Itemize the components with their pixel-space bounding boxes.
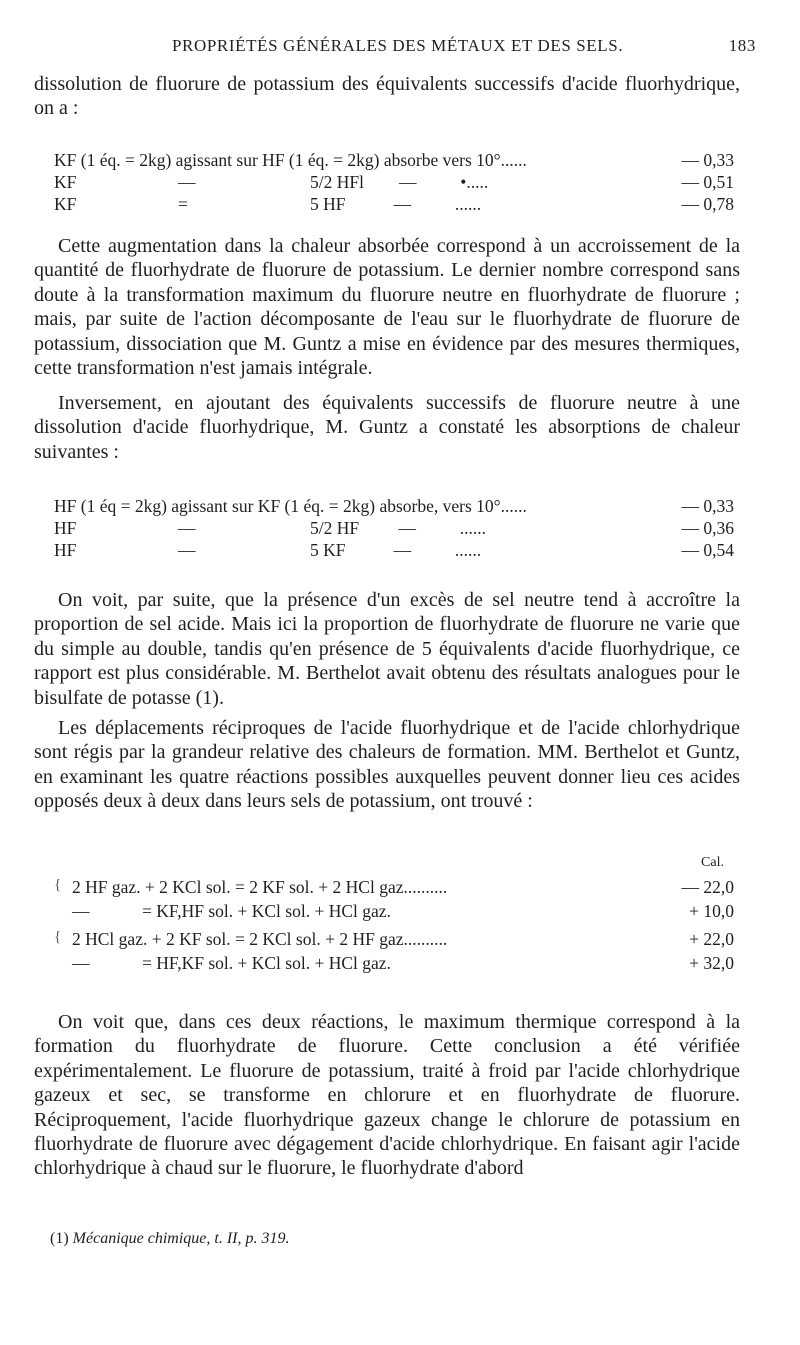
reaction-equation: — = KF,HF sol. + KCl sol. + HCl gaz. bbox=[72, 901, 391, 921]
paragraph-6: On voit que, dans ces deux réactions, le maximum thermique correspond à la formation du fluorhydrate de fluorure. Cette conclusion a été vérifiée expérimentalement. Le fluorure de potassium, traité à froid par l'acide chlorhydrique gazeux et sec, se transforme en chlorure et en fluorhydrate de fluorure. Réciproquement, l'acide fluorhydrique gazeux change le chlorure de potassium en fluorhydrate de fluorure avec dégagement d'acide chlorhydrique. En faisant agir l'acide chlorhydrique à chaud sur le fluorure, le fluorhydrate d'abord bbox=[34, 1011, 740, 1180]
table-cell-lead: KF bbox=[54, 172, 77, 192]
reactions-unit-row bbox=[62, 855, 734, 871]
table-cell-value: — 0,54 bbox=[681, 540, 734, 560]
running-header bbox=[0, 36, 800, 62]
table-cell-value: — 0,78 bbox=[681, 194, 734, 214]
brace-mark: { bbox=[54, 877, 62, 893]
table-cell-value: — 0,51 bbox=[681, 172, 734, 192]
page-number: 183 bbox=[728, 36, 756, 55]
table-row bbox=[54, 194, 734, 213]
paragraph-4: On voit, par suite, que la présence d'un excès de sel neutre tend à accroître la proportion de sel acide. Mais ici la proportion de fluorhydrate de fluorure ne varie que du simple au double, tandis qu'en présence de 5 équivalents d'acide fluorhydrique, ce rapport est plus considérable. M. Berthelot avait obtenu des résultats analogues pour le bisulfate de potasse (1). bbox=[34, 589, 740, 709]
table-row bbox=[54, 929, 734, 949]
table-row bbox=[54, 518, 734, 537]
footnote bbox=[50, 1230, 289, 1248]
table-cell-eq: = bbox=[178, 194, 188, 214]
paragraph-5: Les déplacements réciproques de l'acide fluorhydrique et de l'acide chlorhydrique sont régis par la grandeur relative des chaleurs de formation. MM. Berthelot et Guntz, en examinant les quatre réactions possibles auxquelles peuvent donner lieu ces acides opposés deux à deux dans leurs sels de potassium, ont trouvé : bbox=[34, 717, 740, 813]
table-cell-lead: HF bbox=[54, 540, 77, 560]
table-cell-eq: — bbox=[178, 172, 196, 192]
table-cell-value: — 0,33 bbox=[681, 496, 734, 516]
footnote-marker: (1) bbox=[50, 1230, 69, 1247]
table-cell-eq: — bbox=[178, 540, 196, 560]
table-row bbox=[54, 172, 734, 191]
unit-label: Cal. bbox=[701, 855, 724, 870]
table-row bbox=[62, 901, 734, 920]
table-cell-lead: KF (1 éq. = 2kg) agissant sur HF (1 éq. = 2kg) absorbe vers 10°...... bbox=[54, 150, 527, 170]
brace-mark: { bbox=[54, 929, 62, 945]
reaction-value: — 22,0 bbox=[681, 877, 734, 897]
table-cell-rest: 5 HF — ...... bbox=[310, 194, 482, 214]
table-row bbox=[54, 540, 734, 559]
table-cell-eq: — bbox=[178, 518, 196, 538]
table-row bbox=[54, 496, 734, 515]
table-row bbox=[54, 877, 734, 897]
footnote-text: Mécanique chimique, t. II, p. 319. bbox=[72, 1230, 290, 1247]
reaction-value: + 10,0 bbox=[689, 901, 734, 921]
table-cell-lead: HF bbox=[54, 518, 77, 538]
reactions-table bbox=[54, 855, 734, 973]
table-cell-value: — 0,36 bbox=[681, 518, 734, 538]
reaction-value: + 22,0 bbox=[689, 929, 734, 949]
table-cell-rest: 5/2 HFl — •..... bbox=[310, 172, 489, 192]
table-cell-value: — 0,33 bbox=[681, 150, 734, 170]
running-title: PROPRIÉTÉS GÉNÉRALES DES MÉTAUX ET DES SELS. bbox=[172, 36, 624, 55]
table-row bbox=[54, 150, 734, 169]
reaction-equation: 2 HF gaz. + 2 KCl sol. = 2 KF sol. + 2 HCl gaz.......... bbox=[72, 877, 448, 897]
table-kf-hf bbox=[54, 150, 734, 213]
paragraph-3: Inversement, en ajoutant des équivalents successifs de fluorure neutre à une dissolution d'acide fluorhydrique, M. Guntz a constaté les absorptions de chaleur suivantes : bbox=[34, 392, 740, 463]
reaction-equation: — = HF,KF sol. + KCl sol. + HCl gaz. bbox=[72, 953, 391, 973]
reaction-equation: 2 HCl gaz. + 2 KF sol. = 2 KCl sol. + 2 HF gaz.......... bbox=[72, 929, 448, 949]
table-cell-rest: 5 KF — ...... bbox=[310, 540, 482, 560]
table-hf-kf bbox=[54, 496, 734, 559]
table-cell-lead: KF bbox=[54, 194, 77, 214]
paragraph-2: Cette augmentation dans la chaleur absorbée correspond à un accroissement de la quantité de fluorhydrate de fluorure de potassium. Le dernier nombre correspond sans doute à la transformation maximum du fluorure neutre en fluorhydrate de fluorure ; mais, par suite de l'action décomposante de l'eau sur le fluorhydrate de fluorure de potassium, dissociation que M. Guntz a mise en évidence par des mesures thermiques, cette transformation n'est jamais intégrale. bbox=[34, 235, 740, 380]
table-cell-lead: HF (1 éq = 2kg) agissant sur KF (1 éq. = 2kg) absorbe, vers 10°...... bbox=[54, 496, 527, 516]
reaction-value: + 32,0 bbox=[689, 953, 734, 973]
paragraph-1: dissolution de fluorure de potassium des équivalents successifs d'acide fluorhydrique, on a : bbox=[34, 73, 740, 120]
table-cell-rest: 5/2 HF — ...... bbox=[310, 518, 486, 538]
table-row bbox=[62, 953, 734, 972]
